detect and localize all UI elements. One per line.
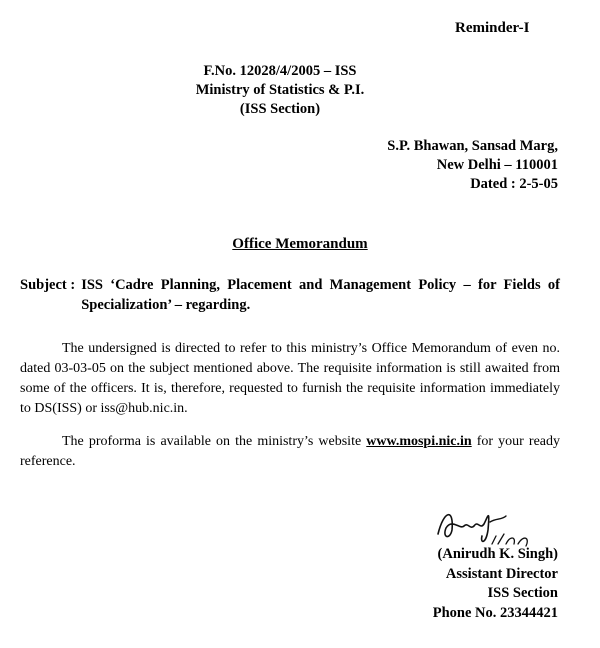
memo-date: Dated : 2-5-05 bbox=[470, 176, 558, 192]
signatory-phone: Phone No. 23344421 bbox=[432, 604, 558, 621]
para2-text-before: The proforma is available on the ministry’s website bbox=[62, 434, 367, 449]
signatory-designation: Assistant Director bbox=[445, 565, 558, 582]
address-line-2: New Delhi – 110001 bbox=[436, 157, 558, 173]
section-name: (ISS Section) bbox=[239, 101, 321, 117]
signatory-section: ISS Section bbox=[487, 585, 558, 601]
subject-text: ISS ‘Cadre Planning, Placement and Management Policy – for Fields of Specialization’ – regarding. bbox=[81, 277, 560, 313]
file-number: F.No. 12028/4/2005 – ISS bbox=[203, 63, 357, 79]
subject-block bbox=[20, 275, 560, 315]
signatory-name: (Anirudh K. Singh) bbox=[437, 546, 558, 562]
para2-text-after: for your ready reference. bbox=[20, 434, 561, 469]
subject-label: Subject : bbox=[20, 277, 76, 293]
reminder-label: Reminder-I bbox=[455, 20, 530, 36]
address-line-1: S.P. Bhawan, Sansad Marg, bbox=[387, 138, 558, 154]
memo-title-text: Office Memorandum bbox=[232, 236, 368, 252]
ministry-name: Ministry of Statistics & P.I. bbox=[195, 82, 365, 98]
signatory-block bbox=[433, 545, 558, 623]
address-block bbox=[387, 137, 558, 194]
handwritten-signature bbox=[430, 500, 540, 550]
file-header bbox=[160, 62, 400, 119]
website-link[interactable]: www.mospi.nic.in bbox=[366, 434, 472, 449]
memo-title bbox=[0, 236, 600, 253]
body-paragraph-1: The undersigned is directed to refer to this ministry’s Office Memorandum of even no. dated 03-03-05 on the subject mentioned above. The requisite information is still awaited from some of the officers. It is, therefore, requested to furnish the requisite information immediately to DS(ISS) or iss@hub.nic.in. bbox=[20, 341, 560, 416]
body-paragraph-2 bbox=[20, 432, 560, 472]
